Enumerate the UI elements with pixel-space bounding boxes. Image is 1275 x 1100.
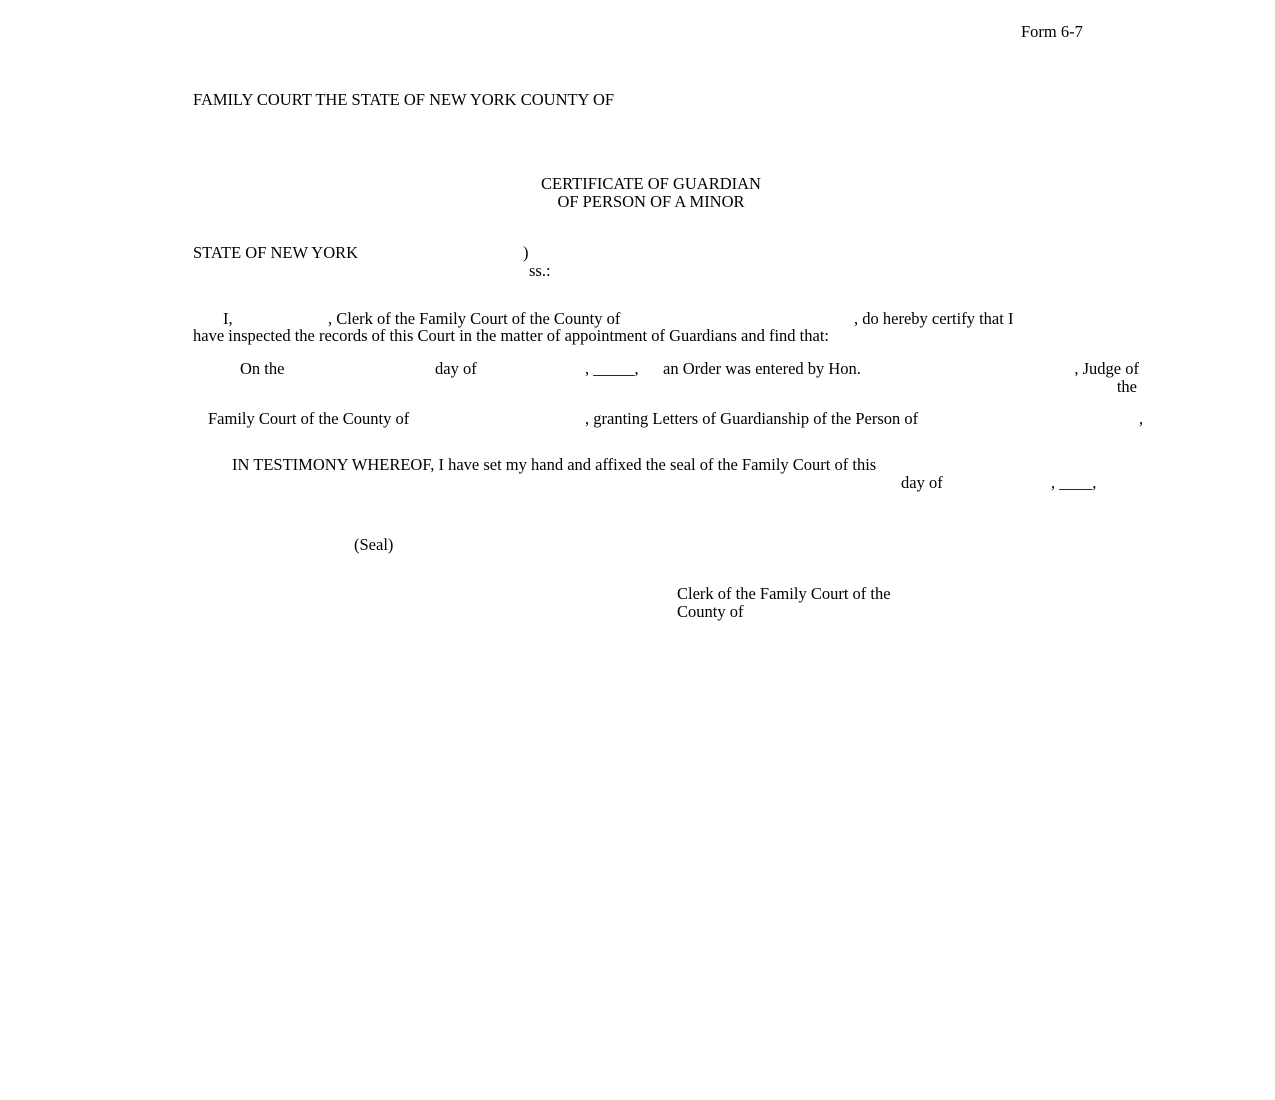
order-year-blank: , _____, <box>585 359 639 378</box>
document-title-line-2: OF PERSON OF A MINOR <box>557 192 745 211</box>
venue-parenthesis: ) <box>523 243 529 262</box>
order-on-the: On the <box>240 359 285 378</box>
granting-family-court-of: Family Court of the County of <box>208 409 410 428</box>
granting-letters: , granting Letters of Guardianship of the Person of <box>585 409 919 428</box>
venue-state: STATE OF NEW YORK <box>193 243 359 262</box>
certification-clerk-of: , Clerk of the Family Court of the County of <box>328 309 621 328</box>
order-day-of: day of <box>435 359 477 378</box>
order-entered-by: an Order was entered by Hon. <box>663 359 861 378</box>
testimony-line-1: IN TESTIMONY WHEREOF, I have set my hand and affixed the seal of the Family Court of this <box>232 455 877 474</box>
form-number: Form 6-7 <box>1021 22 1083 41</box>
granting-end-comma: , <box>1139 409 1144 428</box>
order-the: the <box>1116 377 1137 396</box>
testimony-year-blank: , ____, <box>1051 473 1097 492</box>
signature-line-1: Clerk of the Family Court of the <box>677 584 891 603</box>
testimony-day-of: day of <box>901 473 943 492</box>
signature-line-2: County of <box>677 602 744 621</box>
certification-do-hereby: , do hereby certify that I <box>854 309 1014 328</box>
certification-line-2: have inspected the records of this Court in the matter of appointment of Guardians and find that: <box>193 326 829 345</box>
certification-i: I, <box>223 309 233 328</box>
court-header: FAMILY COURT THE STATE OF NEW YORK COUNTY OF <box>193 90 615 109</box>
document-title-line-1: CERTIFICATE OF GUARDIAN <box>541 174 761 193</box>
venue-ss: ss.: <box>529 261 551 280</box>
seal-label: (Seal) <box>354 535 394 554</box>
order-judge-of: , Judge of <box>1074 359 1139 378</box>
